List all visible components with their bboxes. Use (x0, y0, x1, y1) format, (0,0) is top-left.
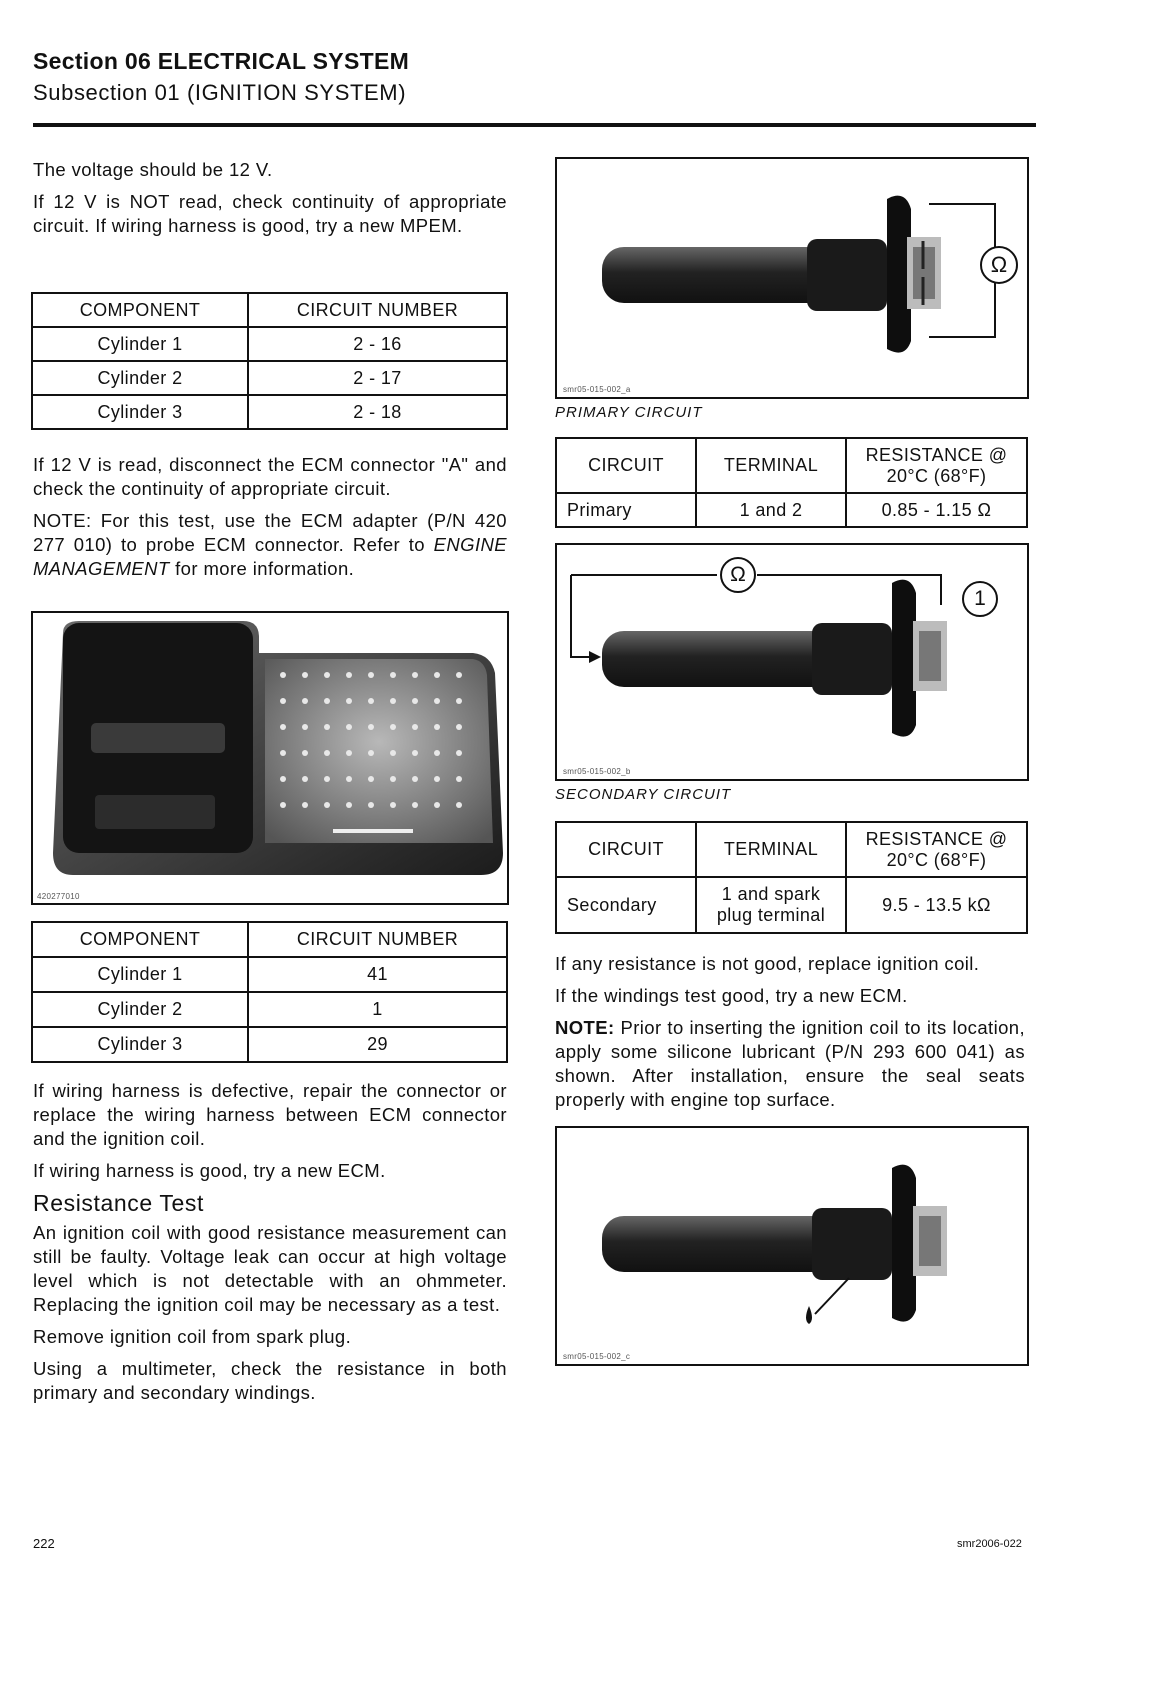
left-column-top (33, 158, 507, 246)
paragraph-disconnect: If 12 V is read, disconnect the ECM connector "A" and check the continuity of appropriate circuit. (33, 454, 507, 499)
table-cell: Cylinder 3 (32, 395, 248, 429)
paragraph-multimeter: Using a multimeter, check the resistance in both primary and secondary windings. (33, 1358, 507, 1403)
table-cell: 1 (248, 992, 507, 1027)
table-cell: Secondary (556, 877, 696, 933)
table-cell: 2 - 17 (248, 361, 507, 395)
note-text: for more information. (169, 558, 355, 579)
table-cell: 9.5 - 13.5 kΩ (846, 877, 1027, 933)
ohm-meter-icon: Ω (980, 246, 1018, 284)
table-cell: 1 and 2 (696, 493, 846, 527)
table-cell: 2 - 18 (248, 395, 507, 429)
callout-number: 1 (962, 581, 998, 617)
paragraph-windings-good: If the windings test good, try a new ECM. (555, 985, 908, 1006)
ecm-adapter-figure (31, 611, 509, 905)
note-reference: ENGINE MANAGEMENT (33, 534, 507, 579)
note-label: NOTE: (33, 510, 92, 531)
paragraph-resistance-intro: An ignition coil with good resistance measurement can still be faulty. Voltage leak can occur at high voltage level which is not detectable with an ohmmeter. Replacing the ignition coil may be necessary as a test. (33, 1222, 507, 1315)
table-cell: Cylinder 3 (32, 1027, 248, 1062)
table-header: CIRCUIT (556, 438, 696, 493)
table-header: RESISTANCE @ 20°C (68°F) (846, 438, 1027, 493)
section-title: Section 06 ELECTRICAL SYSTEM (33, 48, 410, 74)
caption-secondary: SECONDARY CIRCUIT (555, 786, 732, 803)
caption-primary: PRIMARY CIRCUIT (555, 404, 703, 421)
table-header: CIRCUIT (556, 822, 696, 877)
resistance-table-secondary (555, 821, 1028, 934)
table-cell: Cylinder 2 (32, 992, 248, 1027)
paragraph-voltage: The voltage should be 12 V. (33, 159, 273, 180)
note-ecm-adapter (33, 509, 507, 581)
note-label: NOTE: (555, 1017, 615, 1038)
left-column-mid (33, 453, 507, 589)
secondary-circuit-figure (555, 543, 1029, 781)
table-cell: Cylinder 1 (32, 957, 248, 992)
paragraph-harness-good: If wiring harness is good, try a new ECM. (33, 1160, 386, 1181)
figure-label: 420277010 (37, 892, 80, 901)
ecm-adapter-illustration (33, 613, 507, 903)
note-text: For this test, use the ECM adapter (P/N 420 277 010) to probe ECM connector. Refer to (33, 510, 507, 555)
table-cell: Primary (556, 493, 696, 527)
figure-label: smr05-015-002_c (563, 1352, 631, 1361)
table-cell: 29 (248, 1027, 507, 1062)
table-header: CIRCUIT NUMBER (248, 922, 507, 957)
table-cell: 2 - 16 (248, 327, 507, 361)
paragraph-resistance-bad: If any resistance is not good, replace ignition coil. (555, 953, 980, 974)
table-cell: 0.85 - 1.15 Ω (846, 493, 1027, 527)
paragraph-not-read: If 12 V is NOT read, check continuity of appropriate circuit. If wiring harness is good, try a new MPEM. (33, 191, 507, 236)
table-cell: 41 (248, 957, 507, 992)
circuit-table-2 (31, 921, 508, 1063)
table-cell: 1 and spark plug terminal (696, 877, 846, 933)
left-column-bottom (33, 1079, 507, 1413)
subsection-title: Subsection 01 (IGNITION SYSTEM) (33, 80, 407, 105)
paragraph-harness-defective: If wiring harness is defective, repair the connector or replace the wiring harness between ECM connector and the ignition coil. (33, 1080, 507, 1149)
table-header: TERMINAL (696, 438, 846, 493)
header-divider (33, 123, 1036, 127)
paragraph-remove-coil: Remove ignition coil from spark plug. (33, 1326, 352, 1347)
ignition-coil-illustration (557, 159, 1027, 397)
table-cell: Cylinder 1 (32, 327, 248, 361)
right-column-text (555, 952, 1025, 1120)
circuit-table-1 (31, 292, 508, 430)
table-header: CIRCUIT NUMBER (248, 293, 507, 327)
figure-label: smr05-015-002_b (563, 767, 631, 776)
table-header: TERMINAL (696, 822, 846, 877)
ohm-meter-icon: Ω (720, 557, 756, 593)
lubricant-figure (555, 1126, 1029, 1366)
note-text: Prior to inserting the ignition coil to its location, apply some silicone lubricant (P/N 293 600 041) as shown. After installation, ensure the seal seats properly with engine top surface. (555, 1017, 1025, 1110)
document-code: smr2006-022 (957, 1538, 1022, 1550)
primary-circuit-figure (555, 157, 1029, 399)
table-header: COMPONENT (32, 293, 248, 327)
table-header: RESISTANCE @ 20°C (68°F) (846, 822, 1027, 877)
page-number: 222 (33, 1536, 55, 1551)
figure-label: smr05-015-002_a (563, 385, 631, 394)
heading-resistance-test: Resistance Test (33, 1190, 204, 1216)
ignition-coil-illustration (557, 545, 1027, 779)
resistance-table-primary (555, 437, 1028, 528)
table-header: COMPONENT (32, 922, 248, 957)
table-cell: Cylinder 2 (32, 361, 248, 395)
ignition-coil-illustration (557, 1128, 1027, 1364)
note-silicone (555, 1016, 1025, 1112)
